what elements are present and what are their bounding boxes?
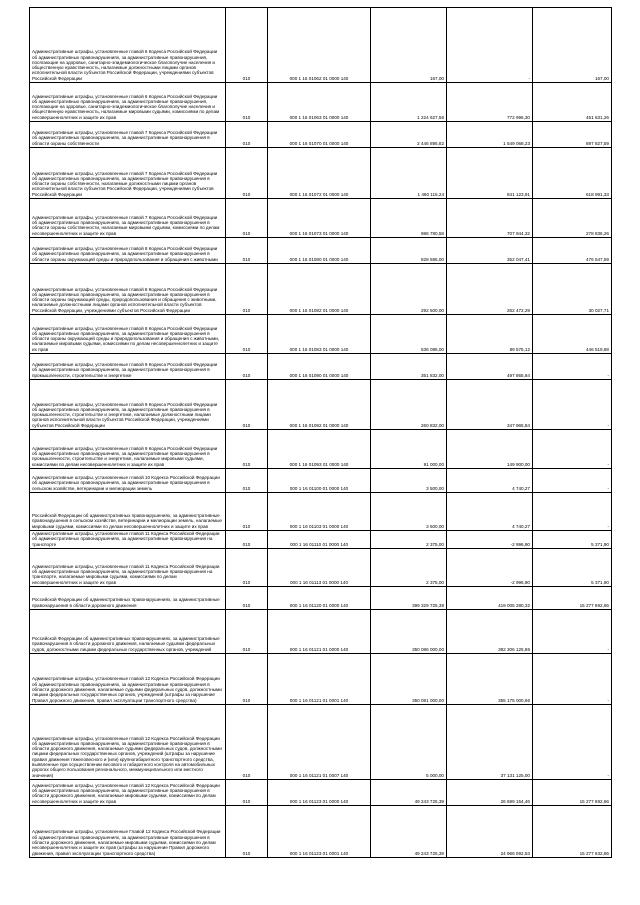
row-line-code: 010 — [226, 586, 268, 609]
row-executed-amount: 24 966 092,53 — [447, 805, 533, 857]
row-executed-amount: 707 944,32 — [447, 199, 533, 238]
table-row — [30, 653, 612, 704]
row-budget-code: 000 1 16 01113 01 0000 140 — [268, 548, 371, 586]
row-approved-amount: 1 460 115,24 — [371, 148, 447, 199]
row-name: Административные штрафы, установленные главой 12 Кодекса Российской Федерации об административных правонарушениях, за административные правонарушения в области дорожного движения, налагаемые судьями федеральных судов, должностными лицами федеральных государственных органов, учреждений (штрафы за нарушение правил движения тяжеловесного и (или) крупногабаритного транспортного средства, выявленные при осуществлении весового и габаритного контроля на автомобильных дорогах общего пользования регионального, межмуниципального или местного значения) — [30, 704, 226, 779]
table-row — [30, 354, 612, 380]
row-line-code: 010 — [226, 315, 268, 354]
row-approved-amount: 167,00 — [371, 8, 447, 83]
row-budget-code: 000 1 16 01110 01 0000 140 — [268, 531, 371, 549]
table-row — [30, 469, 612, 493]
row-approved-amount: 986 780,58 — [371, 199, 447, 238]
row-name: Административные штрафы, установленные главой 9 Кодекса Российской Федерации об административных правонарушениях, за административные правонарушения в промышленности, строительстве и энергетике — [30, 354, 226, 380]
row-approved-amount: 350 086 000,00 — [371, 609, 447, 653]
row-budget-code: 000 1 16 01063 01 0000 140 — [268, 83, 371, 122]
row-name: Российской Федерации об административных правонарушениях, за административные правонарушения в области дорожного движения, налагаемые судьями федеральных судов, должностными лицами федеральных государственных органов, учреждений — [30, 609, 226, 653]
row-name: Административные штрафы, установленные главой 12 Кодекса Российской Федерации об административных правонарушениях, за административные правонарушения в области дорожного движения, налагаемые судьями федеральных судов, должностными лицами федеральных государственных органов, учреждений (штрафы за нарушение Правил дорожного движения, правил эксплуатации транспортного средства) — [30, 653, 226, 704]
row-executed-amount: 352 047,41 — [447, 238, 533, 264]
row-unexecuted-amount: 5 371,90 — [533, 548, 612, 586]
row-executed-amount: 37 131 125,00 — [447, 704, 533, 779]
row-name: Административные штрафы, установленные главой 6 Кодекса Российской Федерации об административных правонарушениях, за административные правонарушения, посягающие на здоровье, санитарно-эпидемиологическое благополучие населения и общественную нравственность, налагаемые мировыми судьями, комиссиями по делам несовершеннолетних и защите их прав — [30, 83, 226, 122]
row-budget-code: 000 1 16 01083 01 0000 140 — [268, 315, 371, 354]
row-budget-code: 000 1 16 01123 01 0000 140 — [268, 779, 371, 805]
row-unexecuted-amount: 476 547,59 — [533, 238, 612, 264]
row-unexecuted-amount: - — [533, 380, 612, 430]
row-approved-amount: 91 000,00 — [371, 430, 447, 469]
row-line-code: 010 — [226, 779, 268, 805]
row-name: Административные штрафы, установленные главой 7 Кодекса Российской Федерации об административных правонарушениях, за административные правонарушения в области охраны собственности, налагаемые мировыми судьями, комиссиями по делам несовершеннолетних и защите их прав — [30, 199, 226, 238]
row-name: Административные штрафы, установленные главой 8 Кодекса Российской Федерации об административных правонарушениях, за административные правонарушения в области охраны окружающей среды и природопользования и обращения с животными — [30, 238, 226, 264]
row-executed-amount: 772 996,30 — [447, 83, 533, 122]
row-budget-code: 000 1 16 01121 01 0000 140 — [268, 609, 371, 653]
row-name: Административные штрафы, установленные главой 6 Кодекса Российской Федерации об административных правонарушениях, за административные правонарушения, посягающие на здоровье, санитарно-эпидемиологическое благополучие населения и общественную нравственность, налагаемые должностными лицами органов исполнительной власти субъектов Российской Федерации, учреждениями субъектов Российской Федерации — [30, 8, 226, 83]
table-row — [30, 430, 612, 469]
row-line-code: 010 — [226, 548, 268, 586]
row-budget-code: 000 1 16 01070 01 0000 140 — [268, 122, 371, 148]
row-line-code: 010 — [226, 122, 268, 148]
row-executed-amount: 1 549 068,23 — [447, 122, 533, 148]
row-line-code: 010 — [226, 264, 268, 315]
row-line-code: 010 — [226, 380, 268, 430]
row-name: Административные штрафы, установленные главой 11 Кодекса Российской Федерации об административных правонарушениях, за административные правонарушения на транспорте, налагаемые мировыми судьями, комиссиями по делам несовершеннолетних и защите их прав — [30, 548, 226, 586]
row-unexecuted-amount: - — [533, 469, 612, 493]
revenue-table-body — [30, 8, 612, 858]
row-executed-amount: 841 123,91 — [447, 148, 533, 199]
row-executed-amount: 4 740,27 — [447, 493, 533, 531]
row-approved-amount: 828 595,00 — [371, 238, 447, 264]
row-unexecuted-amount: - — [533, 704, 612, 779]
budget-document — [29, 7, 612, 858]
row-budget-code: 000 1 16 01103 01 0000 140 — [268, 493, 371, 531]
row-name: Административные штрафы, установленные главой 9 Кодекса Российской Федерации об административных правонарушениях, за административные правонарушения в промышленности, строительстве и энергетике, налагаемые должностными лицами органов исполнительной власти субъектов Российской Федерации, учреждениями субъектов Российской Федерации — [30, 380, 226, 430]
row-name: Административные штрафы, установленные главой 9 Кодекса Российской Федерации об административных правонарушениях, за административные правонарушения в промышленности, строительстве и энергетике, налагаемые мировыми судьями, комиссиями по делам несовершеннолетних и защите их прав — [30, 430, 226, 469]
table-row — [30, 238, 612, 264]
row-line-code: 010 — [226, 430, 268, 469]
row-budget-code: 000 1 16 01123 01 0001 140 — [268, 805, 371, 857]
row-budget-code: 000 1 16 01080 01 0000 140 — [268, 238, 371, 264]
row-approved-amount: 350 081 000,00 — [371, 653, 447, 704]
table-row — [30, 704, 612, 779]
row-unexecuted-amount: 446 519,88 — [533, 315, 612, 354]
row-executed-amount: -2 996,90 — [447, 531, 533, 549]
row-name: Российской Федерации об административных правонарушениях, за административные правонарушения в области дорожного движения — [30, 586, 226, 609]
row-approved-amount: 536 095,00 — [371, 315, 447, 354]
row-executed-amount: 262 472,29 — [447, 264, 533, 315]
row-unexecuted-amount: - — [533, 609, 612, 653]
table-row — [30, 199, 612, 238]
row-executed-amount: 355 175 000,66 — [447, 653, 533, 704]
row-approved-amount: 49 243 725,39 — [371, 779, 447, 805]
row-executed-amount: 4 740,27 — [447, 469, 533, 493]
row-line-code: 010 — [226, 704, 268, 779]
row-name: Административные штрафы, установленные главой 10 Кодекса Российской Федерации об административных правонарушениях, за административные правонарушения в сельском хозяйстве, ветеринарии и мелиорации земель — [30, 469, 226, 493]
table-row — [30, 586, 612, 609]
row-line-code: 010 — [226, 148, 268, 199]
row-unexecuted-amount: - — [533, 430, 612, 469]
row-unexecuted-amount: 451 631,26 — [533, 83, 612, 122]
row-budget-code: 000 1 16 01090 01 0000 140 — [268, 354, 371, 380]
row-line-code: 010 — [226, 531, 268, 549]
row-executed-amount: 26 699 154,46 — [447, 779, 533, 805]
table-row — [30, 264, 612, 315]
row-unexecuted-amount: 15 277 632,86 — [533, 805, 612, 857]
row-unexecuted-amount: 15 277 692,66 — [533, 586, 612, 609]
row-unexecuted-amount: 897 827,59 — [533, 122, 612, 148]
row-executed-amount: 392 306 125,86 — [447, 609, 533, 653]
row-line-code: 010 — [226, 493, 268, 531]
row-budget-code: 000 1 16 01062 01 0000 140 — [268, 8, 371, 83]
row-name: Административные штрафы, установленные главой 12 Кодекса Российской Федерации об административных правонарушениях, за административные правонарушения в области дорожного движения, налагаемые мировыми судьями, комиссиями по делам несовершеннолетних и защите их прав — [30, 779, 226, 805]
table-row — [30, 148, 612, 199]
table-row — [30, 122, 612, 148]
row-budget-code: 000 1 16 01073 01 0000 140 — [268, 199, 371, 238]
row-budget-code: 000 1 16 01120 01 0000 140 — [268, 586, 371, 609]
row-line-code: 010 — [226, 354, 268, 380]
row-unexecuted-amount: 278 836,26 — [533, 199, 612, 238]
table-row — [30, 493, 612, 531]
row-budget-code: 000 1 16 01121 01 0007 140 — [268, 704, 371, 779]
row-budget-code: 000 1 16 01121 01 0001 140 — [268, 653, 371, 704]
row-approved-amount: 399 329 725,39 — [371, 586, 447, 609]
row-line-code: 010 — [226, 653, 268, 704]
row-executed-amount: 89 575,12 — [447, 315, 533, 354]
row-unexecuted-amount: - — [533, 653, 612, 704]
table-row — [30, 609, 612, 653]
row-name: Российской Федерации об административных правонарушениях, за административные правонарушения в сельском хозяйстве, ветеринарии и мелиорации земель, налагаемые мировыми судьями, комиссиями по делам несовершеннолетних и защите их прав — [30, 493, 226, 531]
row-budget-code: 000 1 16 01072 01 0000 140 — [268, 148, 371, 199]
table-row — [30, 8, 612, 83]
table-row — [30, 531, 612, 549]
row-line-code: 010 — [226, 469, 268, 493]
row-name: Административные штрафы, установленные главой 7 Кодекса Российской Федерации об административных правонарушениях, за административные правонарушения в области охраны собственности — [30, 122, 226, 148]
row-name: Административные штрафы, установленные главой 8 Кодекса Российской Федерации об административных правонарушениях, за административные правонарушения в области охраны окружающей среды, природопользования и обращения с животными, налагаемые должностными лицами органов исполнительной власти субъектов Российской Федерации, учреждениями субъектов Российской Федерации — [30, 264, 226, 315]
row-name: Административные штрафы, установленные Главой 12 Кодекса Российской Федерации об административных правонарушениях, за административные правонарушения в области дорожного движения, налагаемые мировыми судьями, комиссиями по делам несовершеннолетних и защите их прав (штрафы за нарушение Правил дорожного движения, правил эксплуатации транспортного средства) — [30, 805, 226, 857]
row-unexecuted-amount: 618 991,33 — [533, 148, 612, 199]
row-unexecuted-amount: 15 277 692,66 — [533, 779, 612, 805]
row-approved-amount: 1 224 627,56 — [371, 83, 447, 122]
row-name: Административные штрафы, установленные главой 11 Кодекса Российской Федерации об административных правонарушениях, за административные правонарушения на транспорте — [30, 531, 226, 549]
row-unexecuted-amount: - — [533, 354, 612, 380]
row-unexecuted-amount: 30 027,71 — [533, 264, 612, 315]
row-approved-amount: 3 500,00 — [371, 469, 447, 493]
row-approved-amount: 351 832,00 — [371, 354, 447, 380]
table-row — [30, 83, 612, 122]
table-row — [30, 548, 612, 586]
row-executed-amount: 149 900,00 — [447, 430, 533, 469]
row-approved-amount: 2 375,00 — [371, 548, 447, 586]
row-executed-amount: 497 865,84 — [447, 354, 533, 380]
row-line-code: 010 — [226, 609, 268, 653]
row-budget-code: 000 1 16 01082 01 0000 140 — [268, 264, 371, 315]
row-approved-amount: 49 243 725,39 — [371, 805, 447, 857]
row-line-code: 010 — [226, 199, 268, 238]
row-line-code: 010 — [226, 238, 268, 264]
table-row — [30, 805, 612, 857]
row-budget-code: 000 1 16 01092 01 0000 140 — [268, 380, 371, 430]
table-row — [30, 315, 612, 354]
row-line-code: 010 — [226, 805, 268, 857]
row-approved-amount: 292 500,00 — [371, 264, 447, 315]
row-line-code: 010 — [226, 83, 268, 122]
table-row — [30, 380, 612, 430]
row-unexecuted-amount: 5 371,90 — [533, 531, 612, 549]
row-approved-amount: 2 375,00 — [371, 531, 447, 549]
row-approved-amount: 3 500,00 — [371, 493, 447, 531]
row-unexecuted-amount: - — [533, 493, 612, 531]
row-budget-code: 000 1 16 01093 01 0000 140 — [268, 430, 371, 469]
row-name: Административные штрафы, установленные главой 7 Кодекса Российской Федерации об административных правонарушениях, за административные правонарушения в области охраны собственности, налагаемые должностными лицами органов исполнительной власти субъектов Российской Федерации, учреждениями субъектов Российской Федерации — [30, 148, 226, 199]
row-budget-code: 000 1 16 01100 01 0000 140 — [268, 469, 371, 493]
row-executed-amount: -2 996,90 — [447, 548, 533, 586]
row-unexecuted-amount: 167,00 — [533, 8, 612, 83]
row-executed-amount: 419 005 280,32 — [447, 586, 533, 609]
table-row — [30, 779, 612, 805]
row-executed-amount: 347 965,84 — [447, 380, 533, 430]
row-approved-amount: 2 446 895,82 — [371, 122, 447, 148]
row-executed-amount: - — [447, 8, 533, 83]
row-line-code: 010 — [226, 8, 268, 83]
row-name: Административные штрафы, установленные главой 8 Кодекса Российской Федерации об административных правонарушениях, за административные правонарушения в области охраны окружающей среды и природопользования и обращения с животными, налагаемые мировыми судьями, комиссиями по делам несовершеннолетних и защите их прав — [30, 315, 226, 354]
row-approved-amount: 5 000,00 — [371, 704, 447, 779]
row-approved-amount: 260 832,00 — [371, 380, 447, 430]
revenue-table — [29, 7, 612, 858]
